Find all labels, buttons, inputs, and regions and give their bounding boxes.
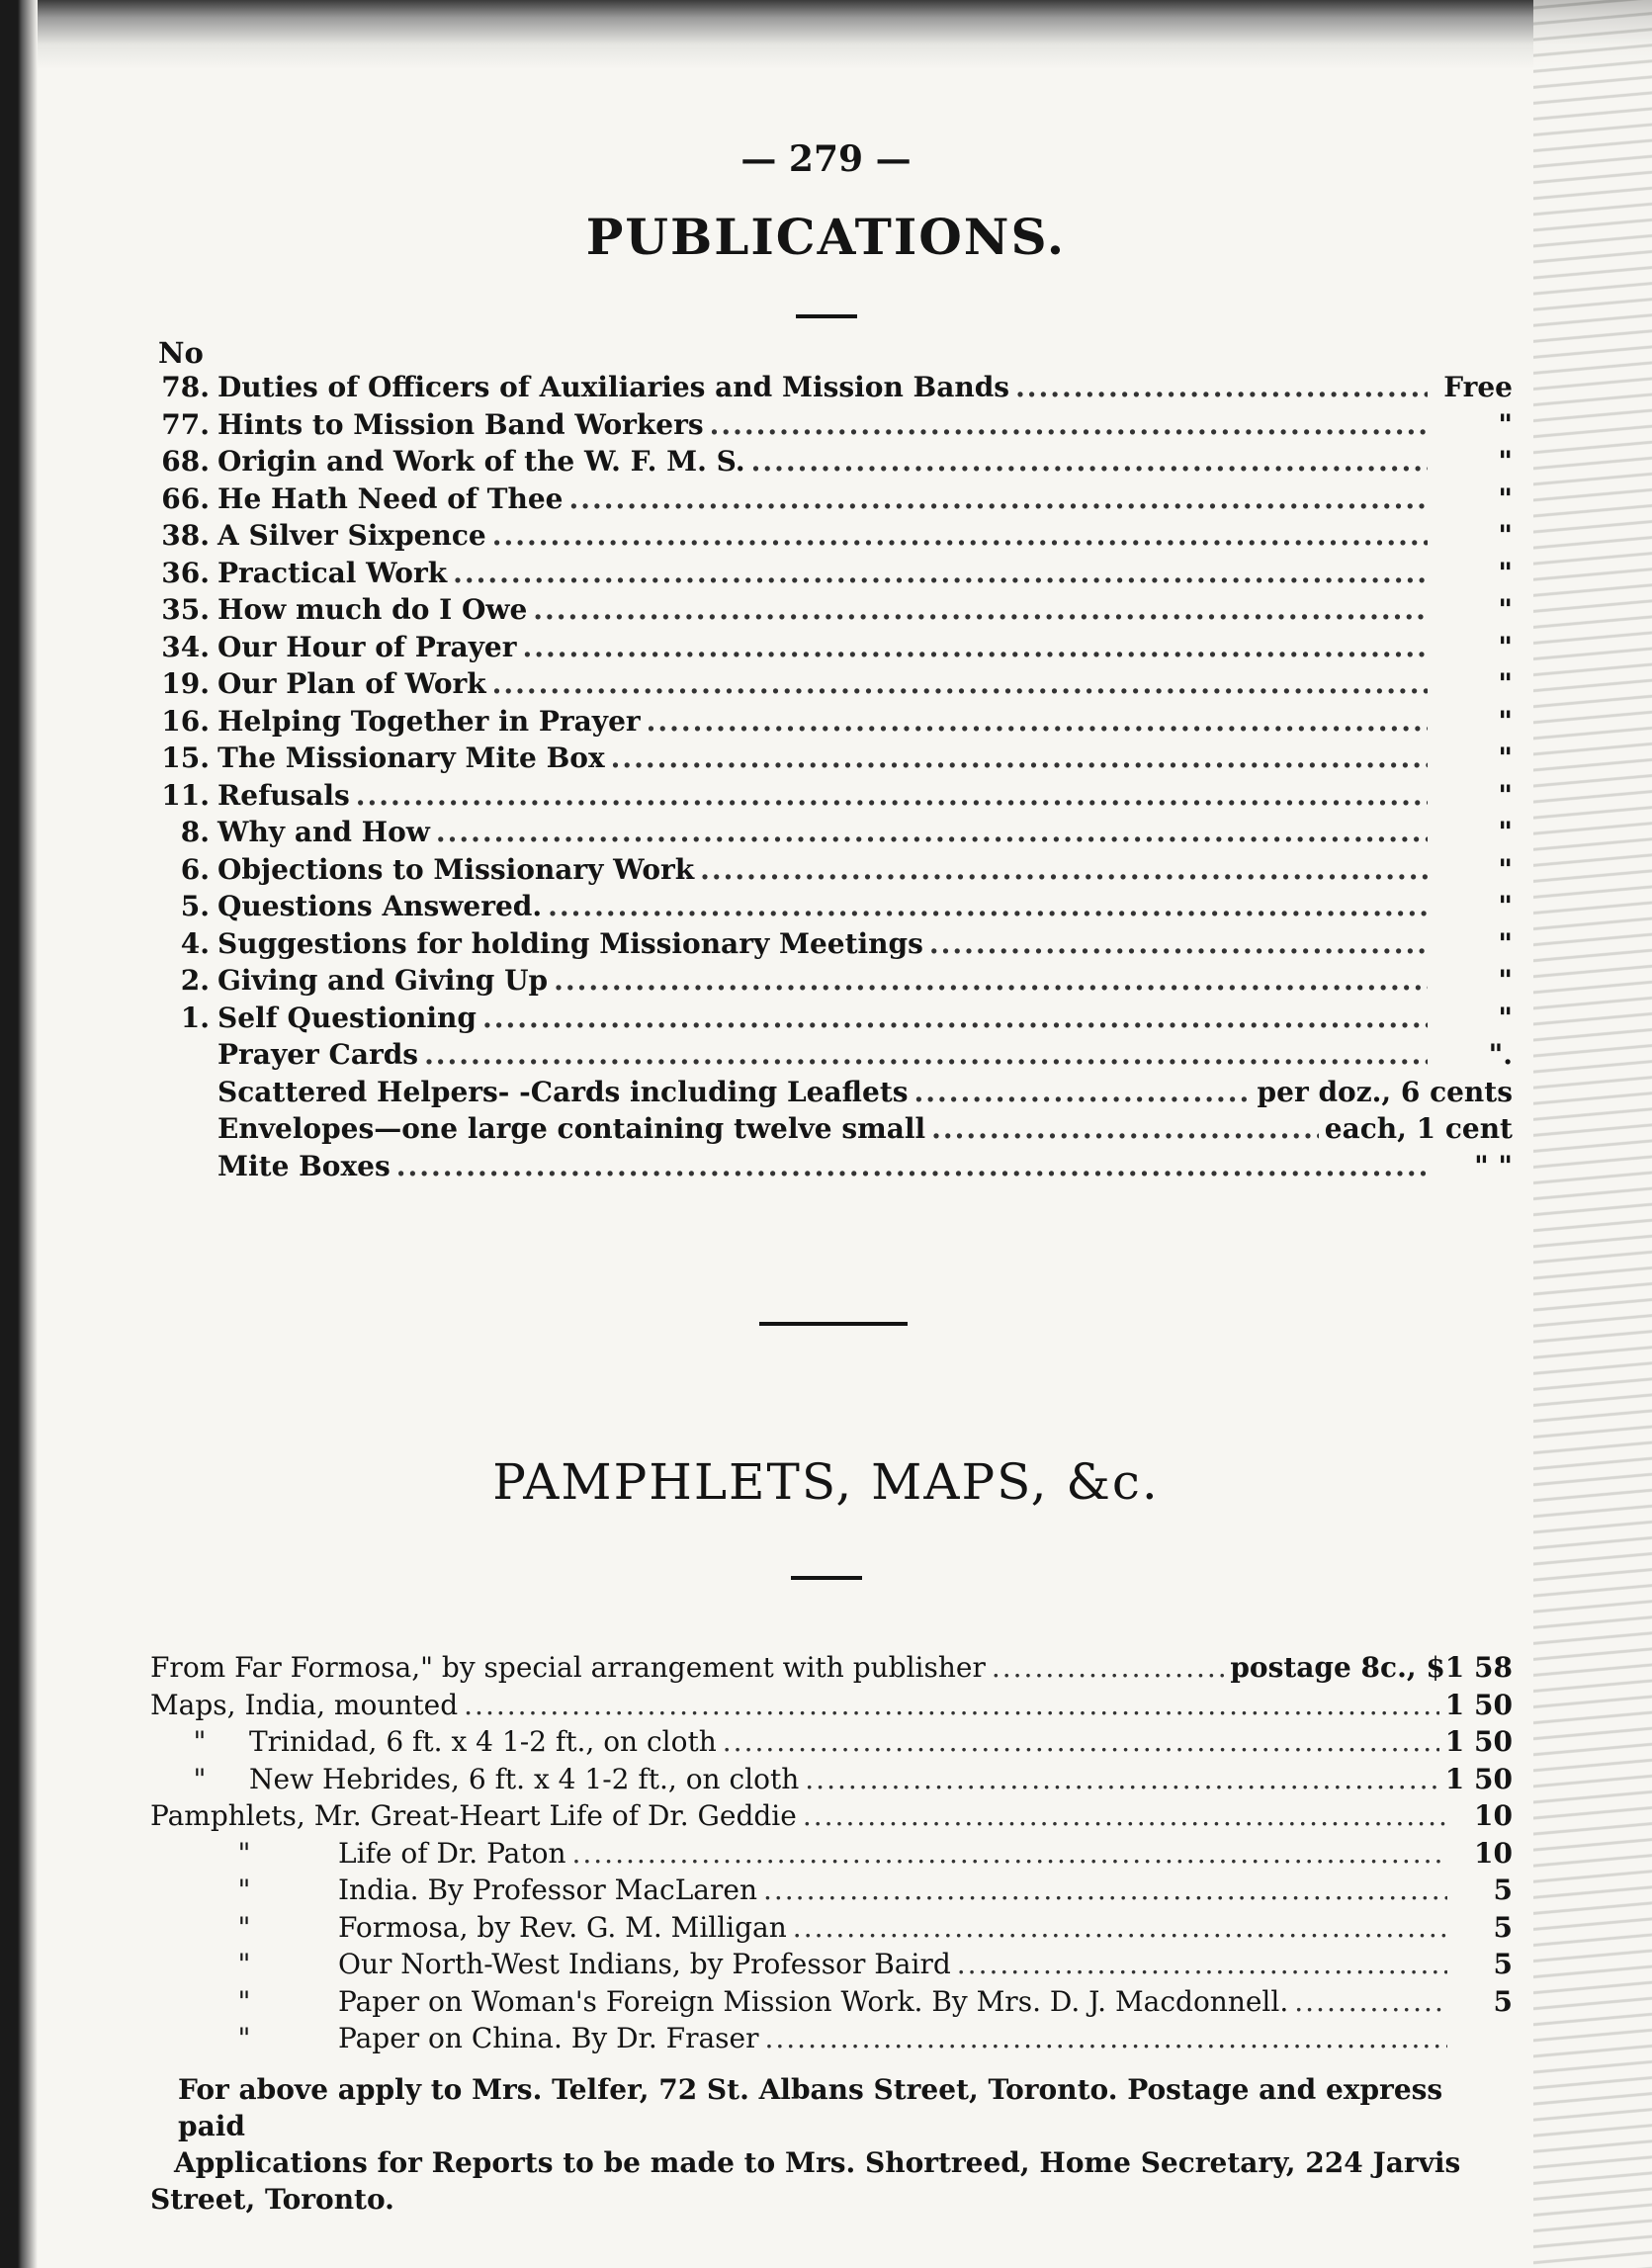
publication-row: [153, 482, 1513, 520]
publication-title: Objections to Missionary Work: [217, 852, 695, 886]
publication-price: ": [1498, 816, 1513, 848]
leader-dots: [914, 1076, 1252, 1108]
ditto-mark: ": [237, 1836, 251, 1870]
publications-heading: PUBLICATIONS.: [585, 208, 1067, 266]
leader-dots: [710, 408, 1428, 441]
leader-dots: [569, 482, 1429, 515]
publication-row: [153, 631, 1513, 668]
publication-number: 5.: [180, 890, 210, 922]
pamphlet-title: Our North-West Indians, by Professor Baird: [338, 1948, 951, 1980]
pamphlet-price: 5: [1493, 1910, 1513, 1944]
publication-row: [153, 557, 1513, 594]
footer-line-2: Applications for Reports to be made to Mrs. Shortreed, Home Secretary, 224 Jarvis: [174, 2146, 1461, 2179]
leader-dots: [533, 593, 1428, 626]
publication-row: [153, 779, 1513, 817]
leader-dots: [1294, 1985, 1447, 2018]
publication-price: ": [1498, 964, 1513, 997]
footer-line-3: Street, Toronto.: [150, 2183, 394, 2216]
publication-price: ": [1498, 519, 1513, 552]
publication-extra-title: Prayer Cards: [217, 1038, 419, 1071]
leader-dots: [805, 1763, 1439, 1795]
publication-number: 66.: [161, 481, 210, 515]
publication-title: Origin and Work of the W. F. M. S.: [217, 445, 745, 478]
footer-line-1: For above apply to Mrs. Telfer, 72 St. Albans Street, Toronto. Postage and express paid: [178, 2073, 1443, 2142]
leader-dots: [803, 1799, 1447, 1832]
pamphlet-title: From Far Formosa," by special arrangement with publisher: [150, 1651, 986, 1684]
pamphlet-title: Paper on China. By Dr. Fraser: [338, 2022, 759, 2054]
publication-number: 77.: [161, 407, 210, 441]
publication-price: ": [1498, 852, 1513, 886]
publication-title: How much do I Owe: [217, 593, 528, 626]
pamphlet-row: [150, 2022, 1513, 2059]
publication-row: [153, 1002, 1513, 1039]
section-divider-rule: [759, 1322, 908, 1326]
ditto-mark: ": [237, 1874, 251, 1906]
publication-title: Duties of Officers of Auxiliaries and Mission Bands: [217, 371, 1010, 403]
leader-dots: [548, 890, 1428, 922]
leader-dots: [957, 1948, 1447, 1980]
pamphlet-price: 5: [1493, 1948, 1513, 1980]
pamphlet-row: [150, 1799, 1513, 1837]
publications-extras-list: [153, 1038, 1513, 1186]
leader-dots: [931, 1112, 1319, 1145]
publication-title: Self Questioning: [217, 1001, 477, 1034]
leader-dots: [396, 1150, 1428, 1182]
publication-row: [153, 890, 1513, 927]
publication-number: 16.: [161, 704, 210, 738]
publication-price: ": [1498, 890, 1513, 922]
pamphlet-price: 5: [1493, 1874, 1513, 1906]
publication-number: 38.: [161, 519, 210, 552]
publication-extra-price: each, 1 cent: [1324, 1112, 1513, 1145]
pamphlet-price: 10: [1474, 1836, 1513, 1870]
pamphlet-row: [150, 1651, 1513, 1689]
publication-number: 35.: [161, 593, 210, 626]
publication-row: [153, 816, 1513, 853]
publication-row: [153, 927, 1513, 965]
publication-price: ": [1498, 481, 1513, 515]
publication-number: 15.: [161, 741, 210, 774]
publication-number: 2.: [180, 964, 210, 997]
pamphlet-row: [150, 1985, 1513, 2023]
publication-price: ": [1498, 741, 1513, 774]
publication-title: Hints to Mission Band Workers: [217, 407, 704, 441]
footer-notes: [150, 2071, 1515, 2218]
leader-dots: [436, 816, 1428, 848]
publication-row: [153, 964, 1513, 1002]
pamphlet-title: Maps, India, mounted: [150, 1688, 459, 1721]
publication-number: 1.: [180, 1001, 210, 1034]
leader-dots: [464, 1689, 1439, 1721]
leader-dots: [571, 1837, 1447, 1870]
leader-dots: [751, 445, 1428, 478]
publication-price: ": [1498, 630, 1513, 663]
publication-price: ": [1498, 778, 1513, 812]
leader-dots: [764, 2022, 1447, 2054]
publication-extra-price: per doz., 6 cents: [1257, 1075, 1513, 1108]
ditto-mark: ": [237, 2022, 251, 2054]
publication-price: ": [1498, 667, 1513, 700]
pamphlet-row: [150, 1837, 1513, 1875]
pamphlet-title: India. By Professor MacLaren: [338, 1874, 757, 1906]
publication-price: ": [1498, 704, 1513, 738]
ditto-mark: ": [193, 1725, 207, 1758]
publication-row: [153, 667, 1513, 705]
publication-extra-title: Mite Boxes: [217, 1149, 391, 1182]
publication-price: ": [1498, 445, 1513, 478]
publication-extra-price: ".: [1488, 1038, 1513, 1071]
publication-extra-price: " ": [1474, 1149, 1513, 1182]
leader-dots: [763, 1874, 1447, 1906]
publication-row: [153, 593, 1513, 631]
publication-row: [153, 519, 1513, 557]
leader-dots: [523, 631, 1429, 663]
ditto-mark: ": [237, 1984, 251, 2018]
publication-number: 34.: [161, 630, 210, 663]
publication-number: 19.: [161, 667, 210, 700]
publication-title: Helping Together in Prayer: [217, 704, 641, 738]
leader-dots: [424, 1038, 1428, 1071]
leader-dots: [482, 1002, 1428, 1034]
pamphlet-title: Life of Dr. Paton: [338, 1836, 566, 1870]
publication-price: ": [1498, 593, 1513, 626]
publication-number: 11.: [161, 778, 210, 812]
publication-title: He Hath Need of Thee: [217, 481, 564, 515]
publication-extra-row: [153, 1038, 1513, 1076]
publication-number: 36.: [161, 556, 210, 589]
leader-dots: [700, 853, 1428, 886]
pamphlet-price: postage 8c., $1 58: [1230, 1651, 1513, 1684]
leader-dots: [723, 1725, 1439, 1758]
pamphlet-price: 1 50: [1444, 1688, 1513, 1721]
leader-dots: [492, 667, 1428, 700]
publications-rule: [796, 314, 857, 318]
pamphlet-row: [150, 1948, 1513, 1985]
publication-title: Our Plan of Work: [217, 667, 486, 700]
publication-price: ": [1498, 407, 1513, 441]
publication-row: [153, 741, 1513, 779]
publication-number: 4.: [180, 926, 210, 960]
page-number: — 279 —: [740, 138, 912, 180]
leader-dots: [453, 557, 1428, 589]
pamphlet-row: [150, 1725, 1513, 1763]
pamphlets-list: [150, 1651, 1513, 2059]
pamphlets-rule: [791, 1576, 862, 1580]
publication-row: [153, 853, 1513, 891]
publication-title: Our Hour of Prayer: [217, 630, 517, 663]
leader-dots: [929, 927, 1428, 960]
ditto-mark: ": [237, 1948, 251, 1980]
publication-number: 6.: [180, 852, 210, 886]
pamphlet-title: Paper on Woman's Foreign Mission Work. By Mrs. D. J. Macdonnell.: [338, 1984, 1289, 2018]
publication-number: 8.: [180, 816, 210, 848]
publication-title: Suggestions for holding Missionary Meetings: [217, 926, 923, 960]
leader-dots: [793, 1911, 1447, 1944]
pamphlet-row: [150, 1689, 1513, 1726]
publication-extra-row: [153, 1112, 1513, 1150]
publication-price: Free: [1443, 371, 1513, 403]
ditto-mark: ": [237, 1910, 251, 1944]
pamphlet-price: 5: [1493, 1984, 1513, 2018]
publication-extra-row: [153, 1076, 1513, 1113]
publication-extra-row: [153, 1150, 1513, 1187]
pamphlet-title: Pamphlets, Mr. Great-Heart Life of Dr. Geddie: [150, 1799, 797, 1832]
publication-title: A Silver Sixpence: [217, 519, 486, 552]
page-edge-right: [1533, 0, 1652, 2268]
page-edge-top: [0, 0, 1652, 69]
pamphlet-title: New Hebrides, 6 ft. x 4 1-2 ft., on cloth: [249, 1762, 800, 1795]
publication-row: [153, 408, 1513, 446]
publication-title: Practical Work: [217, 556, 448, 589]
publication-title: Questions Answered.: [217, 890, 543, 922]
pamphlets-heading: PAMPHLETS, MAPS, &c.: [492, 1453, 1160, 1511]
publication-price: ": [1498, 926, 1513, 960]
publication-number: 78.: [161, 371, 210, 403]
publication-title: The Missionary Mite Box: [217, 741, 605, 774]
publication-number: 68.: [161, 445, 210, 478]
publication-price: ": [1498, 1001, 1513, 1034]
leader-dots: [554, 964, 1428, 997]
publication-title: Why and How: [217, 816, 430, 848]
page-edge-left: [0, 0, 38, 2268]
ditto-mark: ": [193, 1762, 207, 1795]
pamphlet-title: Trinidad, 6 ft. x 4 1-2 ft., on cloth: [249, 1725, 717, 1758]
pamphlet-title: Formosa, by Rev. G. M. Milligan: [338, 1910, 787, 1944]
leader-dots: [992, 1651, 1224, 1684]
publication-extra-title: Envelopes—one large containing twelve small: [217, 1112, 926, 1145]
pamphlet-row: [150, 1874, 1513, 1911]
pamphlet-price: 1 50: [1444, 1725, 1513, 1758]
publication-row: [153, 371, 1513, 408]
publications-list: [153, 371, 1513, 1038]
publication-title: Giving and Giving Up: [217, 964, 549, 997]
leader-dots: [647, 705, 1428, 738]
leader-dots: [492, 519, 1428, 552]
number-column-label: No: [158, 336, 204, 370]
leader-dots: [356, 779, 1428, 812]
publication-row: [153, 705, 1513, 742]
pamphlet-row: [150, 1911, 1513, 1949]
publication-price: ": [1498, 556, 1513, 589]
leader-dots: [1015, 371, 1428, 403]
publication-title: Refusals: [217, 778, 350, 812]
publication-row: [153, 445, 1513, 482]
pamphlet-row: [150, 1763, 1513, 1800]
pamphlet-price: 10: [1474, 1799, 1513, 1832]
publication-extra-title: Scattered Helpers- -Cards including Leaflets: [217, 1075, 909, 1108]
pamphlet-price: 1 50: [1444, 1762, 1513, 1795]
leader-dots: [611, 741, 1428, 774]
